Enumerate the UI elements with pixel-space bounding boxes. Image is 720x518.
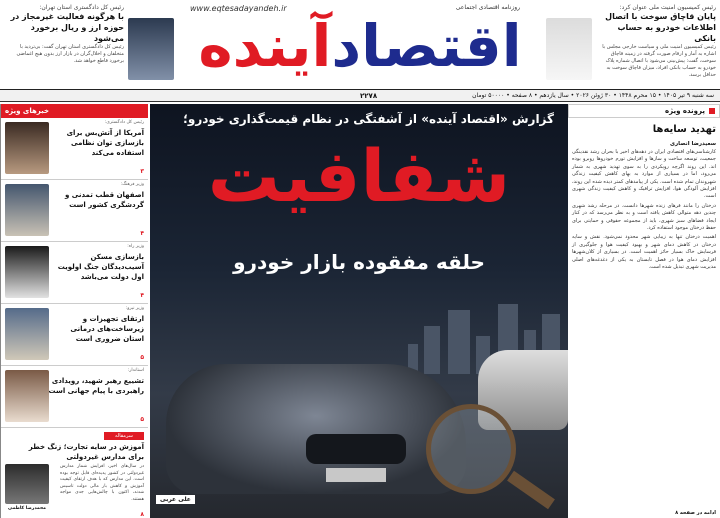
left-news-kicker: رئیس کل دادگستری استان تهران: <box>39 4 124 11</box>
left-news-portrait <box>128 18 174 80</box>
featured-news-column <box>0 104 148 518</box>
photo-credit: علی عربی <box>156 495 195 504</box>
newspaper-logo[interactable] <box>180 2 540 86</box>
news-kicker: رئیس کل دادگستری: <box>104 120 144 125</box>
car-plate <box>326 468 386 482</box>
news-photo <box>5 246 49 298</box>
special-report-title[interactable]: تهدید سایه‌ها <box>652 124 716 135</box>
date-text: سه شنبه ۹ تیر ۱۴۰۵ • ۱۵ محرم ۱۴۴۸ • ۳۰ ژوئن ۲۰۲۶ • سال یازدهم • ۸ صفحه • ۵۰۰۰۰ تومان <box>472 92 714 99</box>
paragraph: درختان را مانند فرهای زنده شهرها دانست. در مرحله رشد شهری چندین دهه متوالی کاهش یافته است و به نظر می‌رسد که در کنار ایجاد فضاهای سبز شهری، باید از مجموعه حقوقی و حمایتی برای حفظ درختان موجود استفاده کرد. <box>572 202 716 232</box>
news-photo <box>5 184 49 236</box>
editorial-banner: سرمقاله <box>104 432 144 440</box>
special-report-tab[interactable] <box>568 104 720 118</box>
magnifier-icon <box>426 404 516 494</box>
page-number: ۵ <box>140 354 144 361</box>
news-kicker: وزیر راه: <box>127 244 144 249</box>
cover-story[interactable] <box>150 104 568 518</box>
cover-sub-title: حلقه مفقوده بازار خودرو <box>233 250 485 274</box>
news-headline[interactable]: آمریکا از آتش‌بس برای بازسازی توان نظامی استفاده می‌کند <box>66 129 144 157</box>
page-number: ۸ <box>140 511 144 518</box>
special-report-label: پرونده ویژه <box>664 107 705 115</box>
left-news-headline[interactable]: با هرگونه فعالیت غیرمجاز در حوزه ارز و ریال برخورد می‌شود <box>10 12 124 43</box>
special-report-author: سعیدرضا انصاری <box>669 141 716 147</box>
continue-link[interactable]: ادامه در صفحه ۸ <box>675 510 716 516</box>
news-headline[interactable]: تشییع رهبر شهید، رویدادی راهبردی با پیام جهانی است <box>48 377 144 395</box>
masthead-right-news[interactable] <box>546 4 716 84</box>
editorial-item[interactable] <box>1 428 148 518</box>
logo-name-part1: اقتصاد <box>331 12 522 80</box>
logo-tagline: روزنامه اقتصادی اجتماعی <box>455 4 520 11</box>
left-news-body: رئیس کل دادگستری استان تهران گفت: بی‌تردید با متخلفان و اخلال‌گران در بازار ارز بدون هیچ اغماضی برخورد قاطع خواهد شد. <box>16 44 124 64</box>
editorial-headline[interactable]: آموزش در سایه تجارت؛ زنگ خطر برای مدارس غیردولتی <box>28 443 144 461</box>
paragraph: کارشناسی‌های اقتصادی ایران در دهه‌های اخیر با بحران رشد نقدینگی جمعیت، توسعه ساخت و سازها و افزایش تورم خودروها روبرو بوده اند. این روند اگرچه رویکردی را به سوی تهدید شهری به شمار می‌رود، اما در بسیاری از موارد به بهای کاهش کیفیت زندگی شهروندان تمام شده است. یکی از پیامدهای کمتر دیده شده این روند، افزایش آلودگی هوا، افزایش ترافیک و کاهش کیفیت زندگی شهری است. <box>572 149 716 200</box>
list-item[interactable] <box>1 180 148 242</box>
news-kicker: استاندار: <box>127 368 144 373</box>
featured-news-header <box>1 104 148 118</box>
magnifier-handle <box>507 471 555 510</box>
logo-name-part2: آینده <box>198 12 332 80</box>
cover-pre-title: گزارش «اقتصاد آینده» از آشفتگی در نظام قیمت‌گذاری خودرو؛ <box>183 112 554 126</box>
featured-news-label: خبرهای ویژه <box>5 107 50 115</box>
right-news-headline[interactable]: پایان قاچاق سوخت با اتصال اطلاعات خودرو به حساب بانکی <box>605 12 716 43</box>
paragraph: اهمیت درختان تنها به زیبایی شهر محدود نمی‌شود. نقش و سایه درختان در کاهش دمای شهر و بهبود کیفیت هوا و جلوگیری از فرسایش خاک بسیار حائز اهمیت است. در بسیاری از کلان‌شهرها افزایش دمای هوا در فصل تابستان به یکی از دغدغه‌های اصلی مدیریت شهری تبدیل شده است. <box>572 234 716 271</box>
car-grille <box>306 434 406 464</box>
logo-website[interactable]: www.eqtesadayandeh.ir <box>190 4 287 13</box>
right-news-body: رئیس کمیسیون امنیت ملی و سیاست خارجی مجلس با اشاره به آمار و ارقام صورت گرفته در زمینه قاچاق سوخت، گفت: پیش‌بینی می‌شود با اتصال شماره پلاک خودرو به حساب بانکی افراد، میزان قاچاق سوخت به حداقل برسد. <box>602 44 716 78</box>
list-item[interactable] <box>1 242 148 304</box>
news-photo <box>5 370 49 422</box>
list-item[interactable] <box>1 366 148 428</box>
editorial-author: محمدرضا کاظمی <box>8 506 46 511</box>
date-bar <box>0 90 720 102</box>
page-number: ۴ <box>140 230 144 237</box>
news-kicker: وزیر فرهنگ: <box>120 182 144 187</box>
masthead <box>0 0 720 90</box>
right-news-kicker: رئیس کمیسیون امنیت ملی عنوان کرد: <box>619 4 716 11</box>
list-item[interactable] <box>1 118 148 180</box>
news-headline[interactable]: بازسازی مسکن آسیب‌دیدگان جنگ اولویت اول دولت می‌باشد <box>57 253 144 281</box>
square-bullet-icon <box>709 108 715 114</box>
special-report-column <box>568 104 720 518</box>
news-headline[interactable]: ارتقای تجهیزات و زیرساخت‌های درمانی استان ضروری است <box>70 315 144 343</box>
news-photo <box>5 122 49 174</box>
editorial-photo <box>5 464 49 504</box>
editorial-body: در سال‌های اخیر، افزایش شمار مدارس غیردولتی در کشور پدیده‌ای قابل توجه بوده است. این مدارس که با هدف ارتقای کیفیت آموزش و کاهش بار مالی دولت تاسیس شدند، اکنون با چالش‌هایی جدی مواجه هستند. <box>60 464 144 502</box>
news-photo <box>5 308 49 360</box>
logo-name <box>180 10 540 82</box>
masthead-left-news[interactable] <box>4 4 174 84</box>
news-kicker: وزیر نیرو: <box>125 306 144 311</box>
list-item[interactable] <box>1 304 148 366</box>
issue-number: ۲۲۷۸ <box>360 92 378 100</box>
page-number: ۳ <box>140 168 144 175</box>
news-headline[interactable]: اصفهان قطب تمدنی و گردشگری کشور است <box>65 191 144 209</box>
page-number: ۴ <box>140 292 144 299</box>
cover-main-title: شفافیت <box>207 134 511 218</box>
page-number: ۵ <box>140 416 144 423</box>
special-report-body <box>568 149 720 272</box>
right-news-portrait <box>546 18 592 80</box>
damaged-car-illustration <box>166 364 466 494</box>
